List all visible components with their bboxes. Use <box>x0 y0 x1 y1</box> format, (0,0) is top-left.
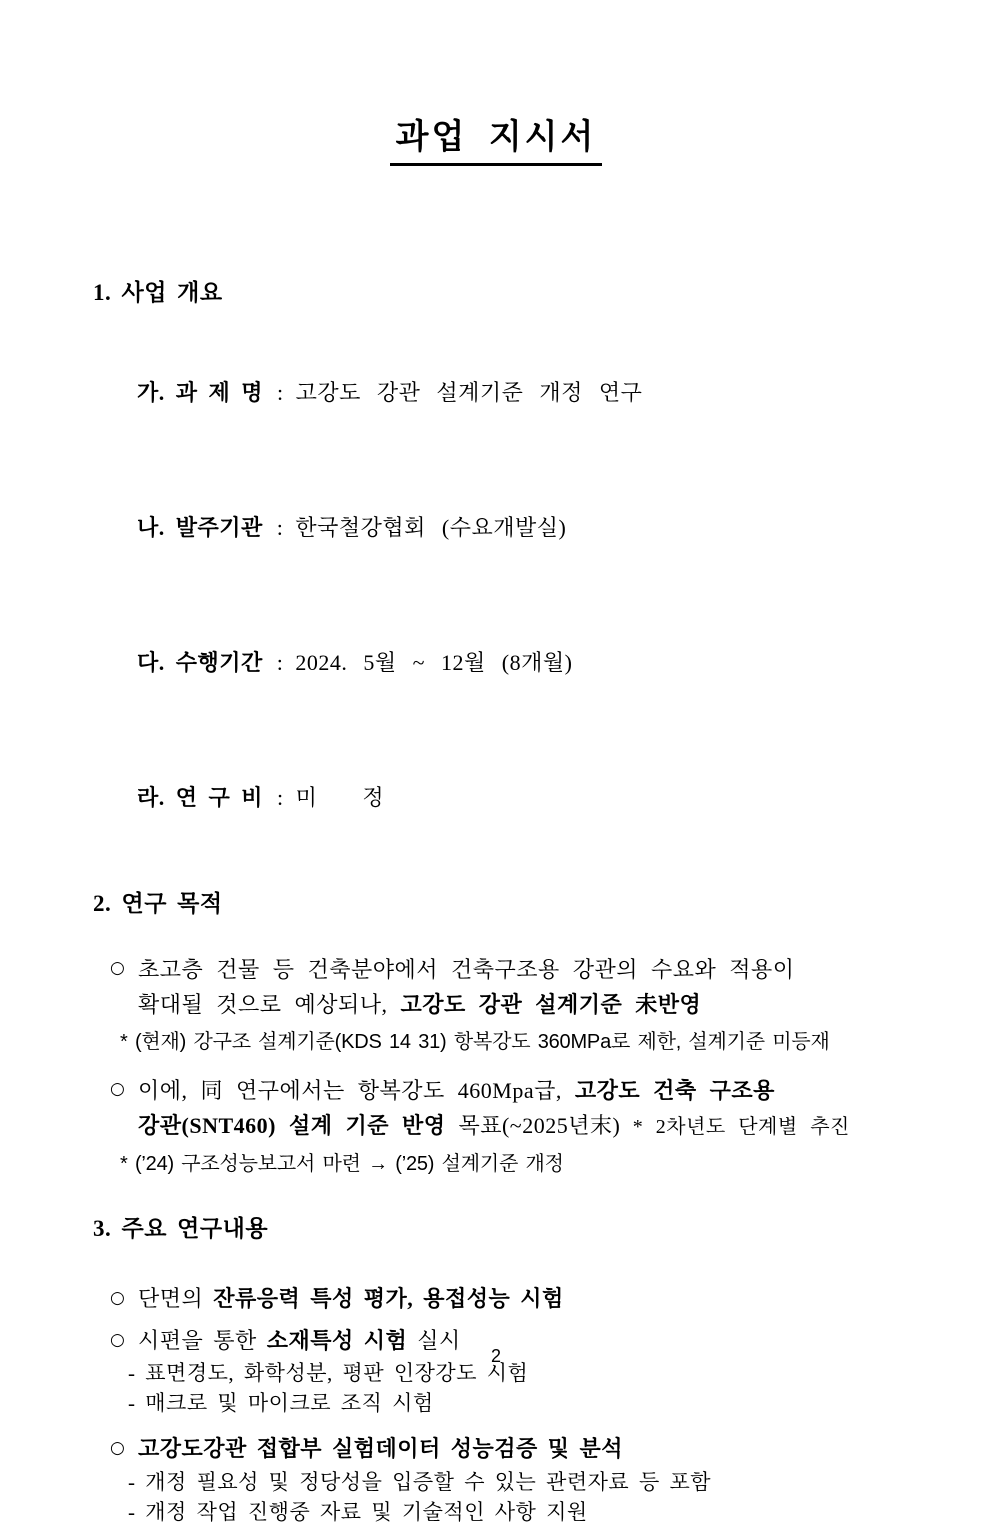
text-run: 시편을 통한 <box>138 1327 267 1353</box>
purpose-bullet-2 <box>110 1073 992 1145</box>
purpose-bullet-1 <box>110 952 992 1022</box>
content-bullet-2-subitem: - 표면경도, 화학성분, 평판 인장강도 시험 <box>128 1360 529 1385</box>
field-budget-value: 미 정 <box>295 784 385 810</box>
text-run-bold: 강관(SNT460) 설계 기준 반영 <box>138 1112 446 1138</box>
circle-bullet-icon: ○ <box>110 1437 125 1458</box>
section-1-heading: 1. 사업 개요 <box>93 279 223 305</box>
text-run-bold: 고강도강관 접합부 실험데이터 성능검증 및 분석 <box>138 1435 624 1461</box>
purpose-bullet-2-text <box>138 1073 850 1145</box>
document-title: 과업 지시서 <box>390 118 603 166</box>
content-bullet-1-text <box>138 1284 564 1314</box>
text-run: 확대될 것으로 예상되나, <box>138 991 401 1017</box>
title-row <box>0 118 992 166</box>
text-run-bold: 소재특성 시험 <box>266 1327 408 1353</box>
text-run-bold: 고강도 건축 구조용 <box>574 1077 775 1103</box>
text-run-bold: 잔류응력 특성 평가, 용접성능 시험 <box>213 1285 564 1311</box>
content-bullet-3 <box>110 1434 992 1464</box>
section-3-heading: 3. 주요 연구내용 <box>93 1215 269 1241</box>
circle-bullet-icon: ○ <box>110 1329 125 1350</box>
purpose-bullet-1-text <box>138 952 795 1022</box>
field-period <box>113 618 992 708</box>
field-period-value: 2024. 5월 ~ 12월 (8개월) <box>295 649 573 675</box>
text-run: 이에, 同 연구에서는 항복강도 460Mpa급, <box>138 1077 575 1103</box>
content-bullet-3-text <box>138 1434 623 1464</box>
text-line <box>138 1434 623 1464</box>
field-budget-label: 라. 연 구 비 <box>137 784 264 810</box>
text-line <box>138 1284 564 1314</box>
text-run: 초고층 건물 등 건축분야에서 건축구조용 강관의 수요와 적용이 <box>138 956 795 982</box>
field-ordering-agency-value: 한국철강협회 (수요개발실) <box>295 514 567 540</box>
text-run: 목표(~2025년末) <box>445 1112 621 1138</box>
circle-bullet-icon: ○ <box>110 957 125 978</box>
circle-bullet-icon: ○ <box>110 1078 125 1099</box>
field-colon: : <box>277 379 284 405</box>
field-colon: : <box>276 514 284 540</box>
page-number: 2 <box>490 1346 501 1366</box>
purpose-bullet-2-footnote: * (’24) 구조성능보고서 마련 → (’25) 설계기준 개정 <box>120 1152 564 1175</box>
field-project-name-value: 고강도 강관 설계기준 개정 연구 <box>295 379 643 405</box>
text-run-bold: 고강도 강관 설계기준 未반영 <box>400 991 702 1017</box>
content-bullet-2-subitem: - 매크로 및 마이크로 조직 시험 <box>128 1390 434 1415</box>
text-run: 실시 <box>407 1327 461 1353</box>
text-line <box>138 987 795 1022</box>
field-colon: : <box>276 649 284 675</box>
circle-bullet-icon: ○ <box>110 1287 125 1308</box>
field-ordering-agency <box>113 483 992 573</box>
field-project-name <box>113 348 992 438</box>
text-line <box>138 1073 850 1108</box>
field-period-label: 다. 수행기간 <box>137 649 263 675</box>
text-line <box>138 952 795 987</box>
text-run-small: * 2차년도 단계별 추진 <box>620 1115 850 1138</box>
content-bullet-3-subitem: - 개정 작업 진행중 자료 및 기술적인 사항 지원 <box>128 1499 588 1524</box>
text-run: 단면의 <box>138 1285 214 1311</box>
text-line <box>138 1108 850 1145</box>
content-bullet-1 <box>110 1284 992 1314</box>
field-project-name-label: 가. 과 제 명 <box>137 379 264 405</box>
field-ordering-agency-label: 나. 발주기관 <box>137 514 263 540</box>
section-2-heading: 2. 연구 목적 <box>93 890 223 916</box>
field-colon: : <box>277 784 284 810</box>
content-bullet-3-subitem: - 개정 필요성 및 정당성을 입증할 수 있는 관련자료 등 포함 <box>128 1469 712 1494</box>
field-budget <box>113 753 992 843</box>
purpose-bullet-1-footnote: * (현재) 강구조 설계기준(KDS 14 31) 항복강도 360MPa로 제한, 설계기준 미등재 <box>120 1030 830 1053</box>
